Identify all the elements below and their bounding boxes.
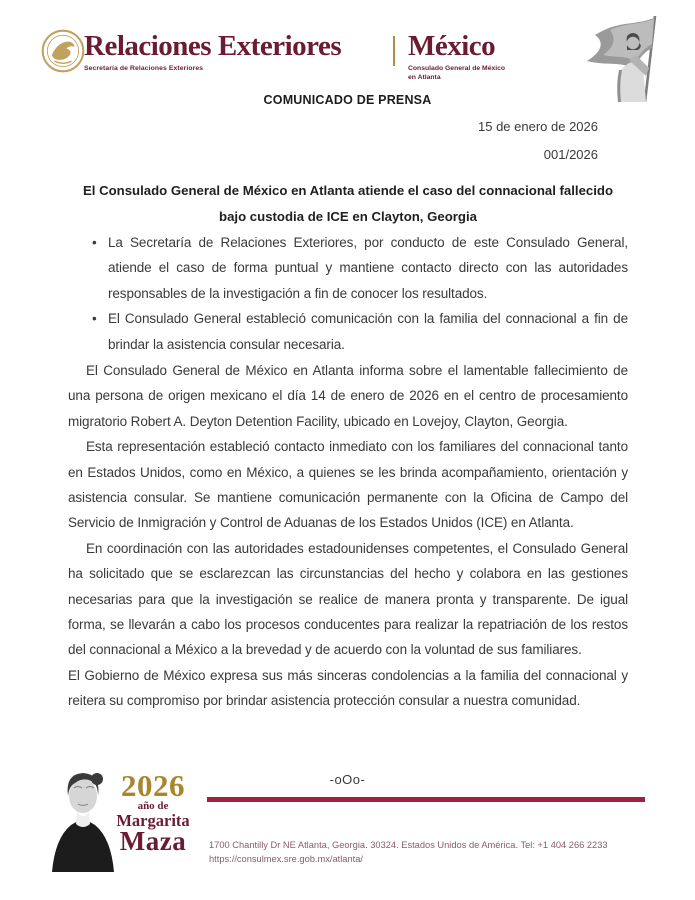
margarita-maza-portrait (44, 766, 122, 872)
paragraph: Esta representación estableció contacto inmediato con los familiares del connacional tanto en Estados Unidos, como en México, a quienes se les brinda acompañamiento, orientación y asistencia consular. Se mantiene comunicación permanente con la Oficina de Campo del Servicio de Inmigración y Control de Aduanas de los Estados Unidos (ICE) en Atlanta. (68, 439, 628, 531)
year-badge (112, 768, 194, 856)
paragraph: En coordinación con las autoridades estadounidenses competentes, el Consulado General ha solicitado que se esclarezcan las circunstancias del hecho y colabora en las gestiones necesarias para que la investigación se realice de manera pronta y transparente. De igual forma, se llevarán a cabo los procesos conducentes para realizar la repatriación de los restos del connacional a México a la brevedad y de acuerdo con la voluntad de sus familiares. (68, 540, 628, 658)
list-item: • La Secretaría de Relaciones Exteriores, por conducto de este Consulado General, atiende el caso de forma puntual y mantiene contacto directo con las autoridades responsables de la investigación a fin de conocer los resultados. (68, 230, 628, 306)
brand-subtitle: Secretaría de Relaciones Exteriores (84, 65, 204, 72)
footer-website: https://consulmex.sre.gob.mx/atlanta/ (209, 853, 363, 864)
footer-rule (207, 797, 645, 802)
badge-line1: año de (137, 800, 169, 812)
press-release-kicker: COMUNICADO DE PRENSA (263, 93, 432, 107)
org-wordmark: México (408, 30, 496, 62)
document-title: El Consulado General de México en Atlanta atiende el caso del connacional fallecido bajo custodia de ICE en Clayton, Georgia (82, 183, 614, 224)
body-paragraphs (68, 358, 628, 714)
woman-with-flag-illustration (575, 10, 683, 104)
org-subtitle-line2: en Atlanta (408, 73, 441, 81)
org-subtitle-line1: Consulado General de México (408, 65, 506, 72)
footer-address: 1700 Chantilly Dr NE Atlanta, Georgia. 30324. Estados Unidos de América. Tel: +1 404 266 2233 (209, 840, 608, 850)
brand-wordmark: Relaciones Exteriores (84, 30, 342, 62)
badge-year: 2026 (121, 768, 185, 803)
sre-eagle-seal-icon (41, 29, 85, 73)
org-subtitle (408, 65, 505, 82)
end-of-release-mark: -oOo- (329, 772, 366, 787)
footer-contact (209, 839, 649, 866)
header-divider (393, 36, 395, 66)
badge-line2: Margarita (116, 811, 190, 830)
brand-block (84, 30, 341, 72)
release-number: 001/2026 (543, 147, 598, 162)
key-points-list (68, 230, 628, 357)
paragraph: El Consulado General de México en Atlanta informa sobre el lamentable fallecimiento de una persona de origen mexicano el día 14 de enero de 2026 en el centro de procesamiento migratorio Robert A. Deyton Detention Facility, ubicado en Lovejoy, Clayton, Georgia. (68, 363, 628, 429)
release-date: 15 de enero de 2026 (478, 119, 598, 134)
list-item: • El Consulado General estableció comunicación con la familia del connacional a fin de brindar la asistencia consular necesaria. (68, 306, 628, 357)
badge-line3: Maza (119, 826, 187, 856)
org-block (408, 30, 505, 82)
paragraph: El Gobierno de México expresa sus más sinceras condolencias a la familia del connacional y reitera su compromiso por brindar asistencia protección consular a nuestra comunidad. (68, 667, 628, 709)
